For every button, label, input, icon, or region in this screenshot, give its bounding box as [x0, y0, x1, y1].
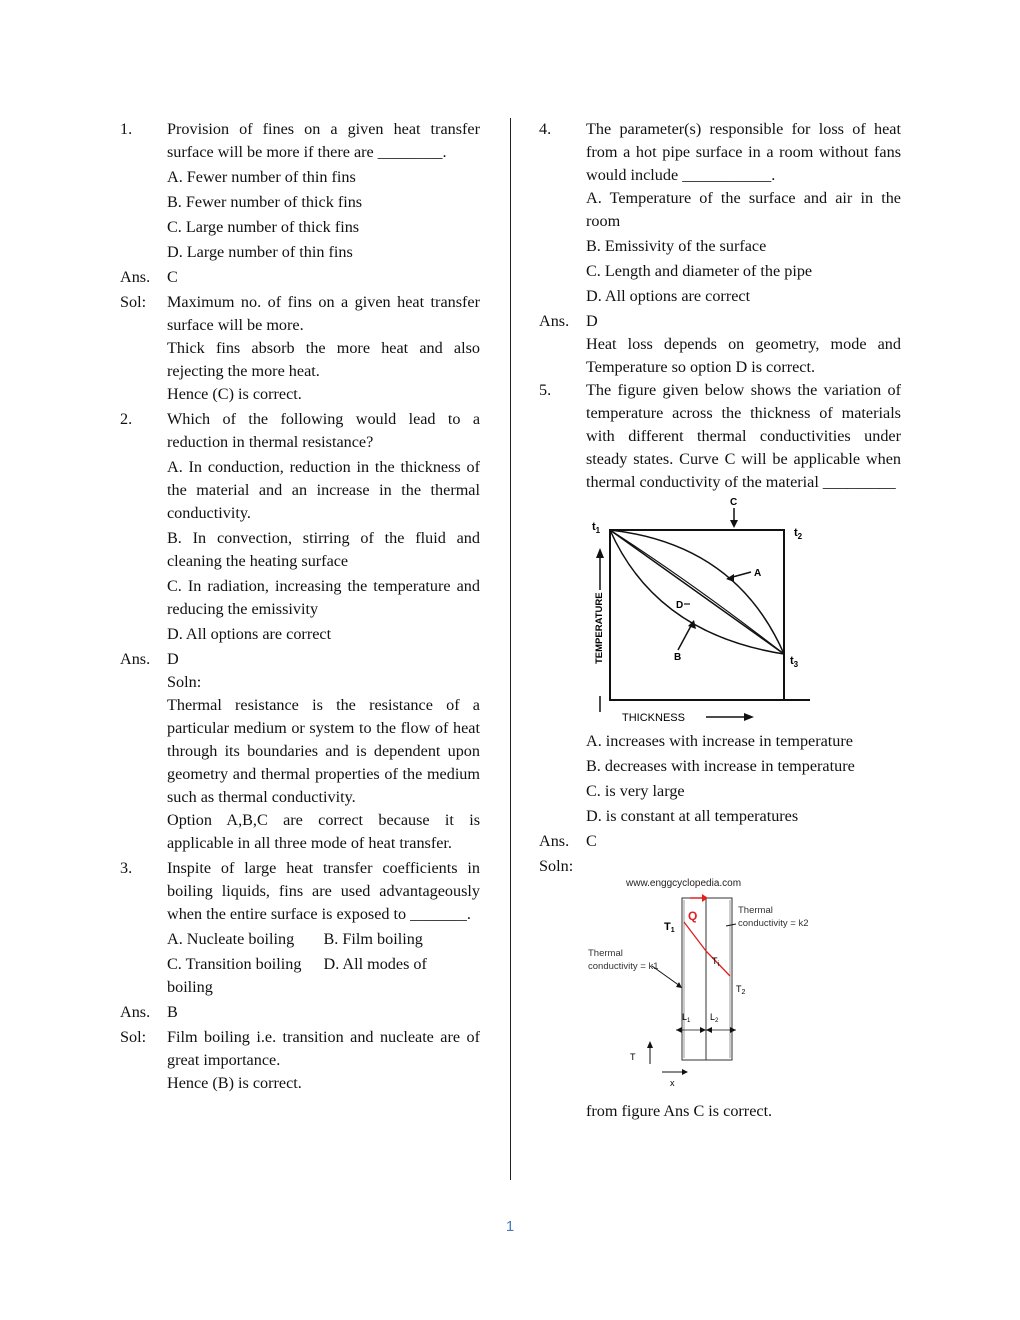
question-number: 2.: [120, 410, 133, 428]
answer: Ans. D: [120, 650, 179, 668]
k1-label-line2: conductivity = k1: [588, 961, 659, 972]
k1-label-line1: Thermal: [588, 948, 623, 959]
dimension-arrow: [676, 1027, 682, 1033]
option: B. In convection, stirring of the fluid and cleaning the heating surface: [167, 529, 480, 570]
option: A. Fewer number of thin fins: [167, 168, 356, 186]
column-divider: [510, 118, 511, 1180]
dimension-arrow: [706, 1027, 712, 1033]
solution-text: Heat loss depends on geometry, mode and Temperature so option D is correct.: [586, 335, 901, 376]
arrow-c-head: [730, 520, 738, 528]
solution-label: Soln:: [539, 857, 574, 875]
label-l1: $L_1$: [682, 1012, 691, 1024]
temperature-profile-1: [684, 922, 706, 951]
option: D. All options are correct: [167, 625, 332, 643]
question-2: [120, 408, 480, 454]
label-b: B: [674, 652, 682, 663]
curve-c: [610, 530, 784, 654]
option: B. decreases with increase in temperature: [586, 757, 855, 775]
question-number: 5.: [539, 381, 552, 399]
label-t2: $t_2$: [794, 527, 803, 541]
solution-label: Soln:: [167, 673, 202, 691]
answer: Ans. D: [539, 312, 598, 330]
option: B. Emissivity of the surface: [586, 237, 767, 255]
option: D. is constant at all temperatures: [586, 807, 799, 825]
label-c: C: [730, 497, 738, 508]
label-t1: $t_1$: [592, 521, 601, 535]
question-text: The figure given below shows the variation of temperature across the thickness of materials with different thermal conductivities under steady states. Curve C will be applicable when thermal conductivity of the material _________: [586, 381, 901, 491]
option: C. Transition boiling: [167, 955, 302, 973]
option-row: [167, 953, 480, 976]
k2-label-line1: Thermal: [738, 905, 773, 916]
question-text: Inspite of large heat transfer coefficients in boiling liquids, fins are used advantageously when the entire surface is exposed to _______.: [167, 859, 480, 923]
dimension-arrow: [730, 1027, 736, 1033]
option: boiling: [167, 978, 213, 996]
option: A. Temperature of the surface and air in the room: [586, 189, 901, 230]
question-text: The parameter(s) responsible for loss of heat from a hot pipe surface in a room without fans would include ___________.: [586, 120, 901, 184]
label-t3: $t_3$: [790, 655, 799, 669]
option: B. Film boiling: [323, 930, 423, 948]
left-column: [120, 118, 480, 1095]
option: A. increases with increase in temperature: [586, 732, 853, 750]
solution-text: from figure Ans C is correct.: [586, 1102, 773, 1120]
label-t2: $T_2$: [736, 984, 746, 996]
option: D. All options are correct: [586, 287, 751, 305]
option: C. Length and diameter of the pipe: [586, 262, 813, 280]
solution-text: Hence (B) is correct.: [167, 1074, 302, 1092]
question-1: [120, 118, 480, 164]
question-number: 4.: [539, 120, 552, 138]
solution-text: Option A,B,C are correct because it is applicable in all three mode of heat transfer.: [167, 811, 480, 852]
heat-flow-arrow-head: [702, 894, 708, 902]
option: B. Fewer number of thick fins: [167, 193, 363, 211]
t-axis-arrow-head: [647, 1041, 653, 1048]
x-axis-label: THICKNESS: [622, 712, 685, 724]
figure-source: www.enggcyclopedia.com: [626, 878, 742, 889]
solution: Sol: Maximum no. of fins on a given heat transfer surface will be more.: [120, 293, 480, 334]
label-a: A: [754, 568, 762, 579]
option: C. Large number of thick fins: [167, 218, 360, 236]
solution: Sol: Film boiling i.e. transition and nucleate are of great importance.: [120, 1028, 480, 1069]
y-axis-label: TEMPERATURE: [594, 592, 605, 664]
question-3: [120, 857, 480, 926]
y-arrow-head: [596, 548, 604, 558]
x-axis-arrow-head: [682, 1069, 688, 1075]
question-5: [539, 379, 901, 494]
question-4: [539, 118, 901, 187]
solution-text: Hence (C) is correct.: [167, 385, 302, 403]
option: D. All modes of: [323, 955, 427, 973]
option-row: [167, 928, 480, 951]
label-d: D: [676, 600, 684, 611]
solution-text: Thermal resistance is the resistance of a particular medium or system to the flow of heat through its boundaries and is dependent upon geometry and thermal properties of the medium such as thermal conductivity.: [167, 696, 480, 806]
k1-pointer-head: [676, 982, 682, 988]
x-axis-label: x: [670, 1078, 675, 1088]
arrow-a-head: [726, 574, 734, 582]
option: A. Nucleate boiling: [167, 930, 295, 948]
solution-text: Thick fins absorb the more heat and also rejecting the more heat.: [167, 339, 480, 380]
answer: Ans. C: [120, 268, 178, 286]
question-number: 1.: [120, 120, 133, 138]
dimension-arrow: [700, 1027, 706, 1033]
temperature-thickness-figure: [586, 494, 816, 724]
k2-pointer: [726, 924, 736, 926]
label-t1: T1: [664, 921, 675, 934]
composite-wall-figure: [586, 874, 836, 1096]
question-number: 3.: [120, 859, 133, 877]
label-ti: $T_i$: [712, 956, 720, 968]
x-arrow-head: [744, 713, 754, 721]
k2-label-line2: conductivity = k2: [738, 918, 809, 929]
arrow-b: [678, 624, 692, 650]
label-q: Q: [688, 909, 698, 923]
answer: Ans. B: [120, 1003, 178, 1021]
option: C. In radiation, increasing the temperature and reducing the emissivity: [167, 577, 480, 618]
k1-pointer: [652, 966, 680, 986]
right-column: [539, 118, 901, 1123]
option: C. is very large: [586, 782, 685, 800]
question-text: Which of the following would lead to a reduction in thermal resistance?: [167, 410, 480, 451]
option: D. Large number of thin fins: [167, 243, 353, 261]
label-l2: $L_2$: [710, 1012, 719, 1024]
t-axis-label: T: [630, 1052, 636, 1062]
question-text: Provision of fines on a given heat transfer surface will be more if there are ________.: [167, 120, 480, 161]
page-number: 1: [505, 1218, 515, 1235]
answer: Ans. C: [539, 832, 597, 850]
option: A. In conduction, reduction in the thickness of the material and an increase in the thermal conductivity.: [167, 458, 480, 522]
